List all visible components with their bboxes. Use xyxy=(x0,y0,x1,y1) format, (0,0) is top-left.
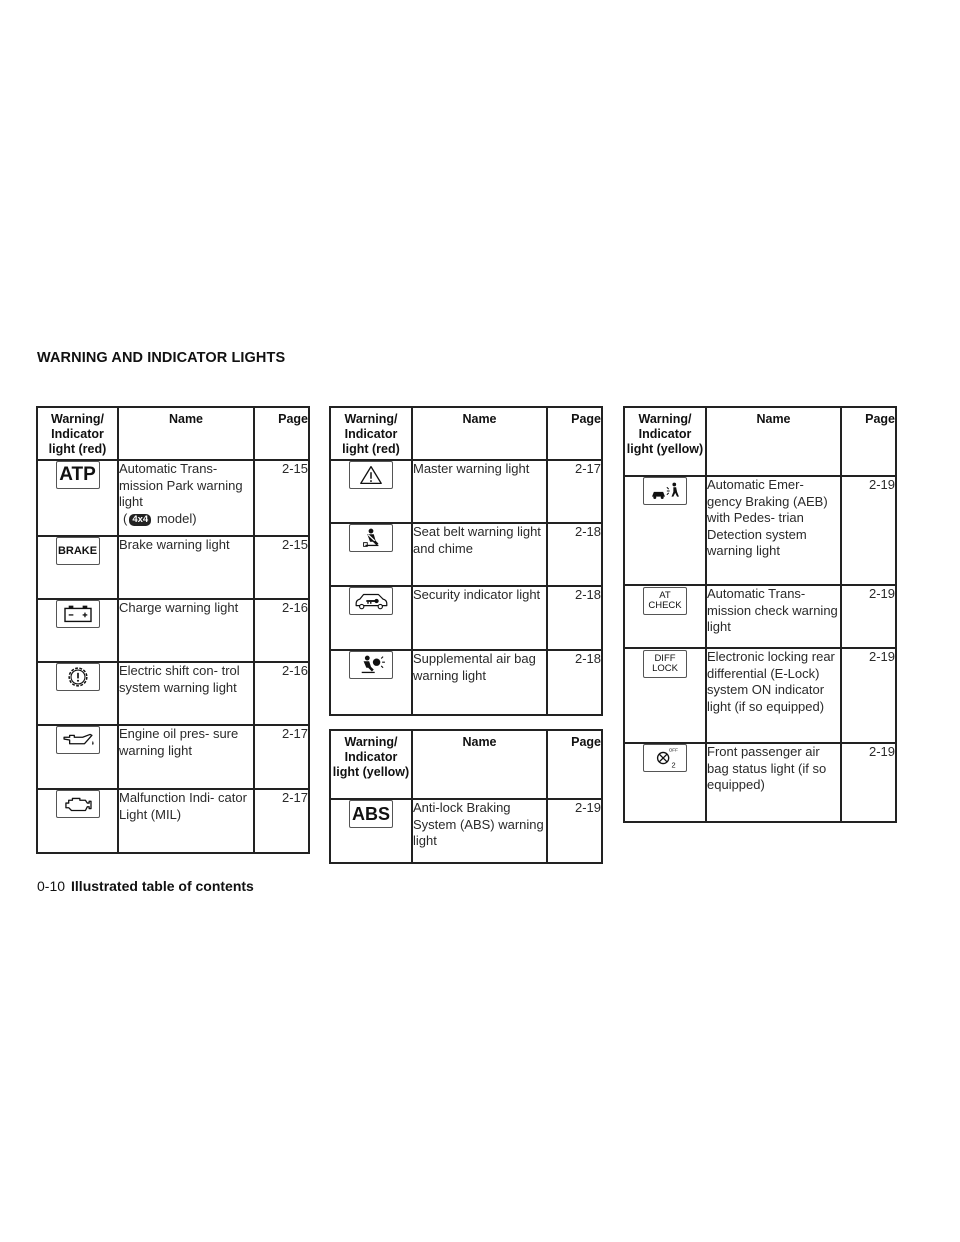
seatbelt-icon xyxy=(349,524,393,552)
warning-lights-table-yellow-1 xyxy=(329,729,603,864)
table-row xyxy=(37,789,309,853)
passenger-airbag-off-icon xyxy=(643,744,687,772)
header-page: Page xyxy=(841,407,896,476)
light-name: Electronic locking rear differential (E-Lock) system ON indicator light (if so equipped) xyxy=(706,648,841,743)
aeb-icon xyxy=(643,477,687,505)
page-ref: 2-18 xyxy=(547,523,602,586)
header-icon: Warning/ Indicator light (yellow) xyxy=(330,730,412,799)
page-ref: 2-19 xyxy=(841,743,896,822)
section-title: WARNING AND INDICATOR LIGHTS xyxy=(37,350,286,366)
warning-lights-table-red-1 xyxy=(36,406,310,854)
warning-lights-table-red-2 xyxy=(329,406,603,716)
engine-icon xyxy=(56,790,100,818)
table-row xyxy=(37,725,309,789)
table-row xyxy=(624,648,896,743)
at-check-icon xyxy=(643,587,687,615)
diff-lock-icon xyxy=(643,650,687,678)
header-icon: Warning/ Indicator light (yellow) xyxy=(624,407,706,476)
table-header-row xyxy=(37,407,309,460)
abs-icon: ABS xyxy=(349,800,393,828)
gear-warning-icon xyxy=(56,663,100,691)
table-row xyxy=(330,799,602,863)
table-row xyxy=(37,599,309,662)
light-name: Front passenger air bag status light (if so equipped) xyxy=(706,743,841,822)
car-key-icon xyxy=(349,587,393,615)
note-prefix: ( xyxy=(123,510,128,526)
table-row xyxy=(330,523,602,586)
table-row xyxy=(624,585,896,648)
icon-line: AT xyxy=(659,590,671,601)
table-row xyxy=(37,460,309,536)
page-ref: 2-15 xyxy=(254,460,309,536)
seat-number: 2 xyxy=(671,760,676,770)
light-name: Brake warning light xyxy=(118,536,254,599)
light-name: Supplemental air bag warning light xyxy=(412,650,547,715)
light-name: Master warning light xyxy=(412,460,547,523)
light-name: Automatic Trans- mission Park warning light xyxy=(119,461,243,509)
light-name: Security indicator light xyxy=(412,586,547,650)
table-row xyxy=(330,586,602,650)
brake-icon: BRAKE xyxy=(56,537,100,565)
header-page: Page xyxy=(254,407,309,460)
4x4-icon: 4x4 xyxy=(129,514,151,526)
page-ref: 2-19 xyxy=(841,585,896,648)
page-ref: 2-17 xyxy=(254,725,309,789)
table-row xyxy=(330,650,602,715)
table-row xyxy=(37,536,309,599)
page-ref: 2-18 xyxy=(547,650,602,715)
light-name: Anti-lock Braking System (ABS) warning light xyxy=(412,799,547,863)
warning-lights-table-yellow-2 xyxy=(623,406,897,823)
table-row xyxy=(624,476,896,585)
page-ref: 2-18 xyxy=(547,586,602,650)
light-name: Charge warning light xyxy=(118,599,254,662)
table-row xyxy=(37,662,309,725)
header-icon: Warning/ Indicator light (red) xyxy=(37,407,118,460)
light-name: Electric shift con- trol system warning light xyxy=(118,662,254,725)
header-name: Name xyxy=(412,407,547,460)
icon-line: DIFF xyxy=(654,653,676,664)
page-ref: 2-15 xyxy=(254,536,309,599)
table-row xyxy=(330,460,602,523)
light-name: Automatic Emer- gency Braking (AEB) with Pedes- trian Detection system warning light xyxy=(706,476,841,585)
table-header-row xyxy=(330,407,602,460)
page-ref: 2-16 xyxy=(254,662,309,725)
page-number: 0-10 xyxy=(37,878,66,894)
light-name: Seat belt warning light and chime xyxy=(412,523,547,586)
header-name: Name xyxy=(412,730,547,799)
header-name: Name xyxy=(118,407,254,460)
atp-icon: ATP xyxy=(56,461,100,489)
footer-title: Illustrated table of contents xyxy=(71,878,254,894)
page-ref: 2-19 xyxy=(841,648,896,743)
header-page: Page xyxy=(547,407,602,460)
page-ref: 2-19 xyxy=(841,476,896,585)
table-row xyxy=(624,743,896,822)
page-ref: 2-19 xyxy=(547,799,602,863)
light-name: Automatic Trans- mission check warning light xyxy=(706,585,841,648)
page-ref: 2-17 xyxy=(254,789,309,853)
oil-can-icon xyxy=(56,726,100,754)
header-name: Name xyxy=(706,407,841,476)
light-name: Engine oil pres- sure warning light xyxy=(118,725,254,789)
table-header-row xyxy=(624,407,896,476)
light-name: Malfunction Indi- cator Light (MIL) xyxy=(118,789,254,853)
table-header-row xyxy=(330,730,602,799)
off-label: OFF xyxy=(668,747,678,753)
icon-line: CHECK xyxy=(648,600,682,611)
model-note xyxy=(119,511,253,528)
header-page: Page xyxy=(547,730,602,799)
note-suffix: model) xyxy=(156,510,197,526)
header-icon: Warning/ Indicator light (red) xyxy=(330,407,412,460)
page-footer xyxy=(37,878,254,894)
page-ref: 2-17 xyxy=(547,460,602,523)
triangle-warning-icon xyxy=(349,461,393,489)
battery-icon xyxy=(56,600,100,628)
page-ref: 2-16 xyxy=(254,599,309,662)
icon-line: LOCK xyxy=(652,663,678,674)
airbag-icon xyxy=(349,651,393,679)
